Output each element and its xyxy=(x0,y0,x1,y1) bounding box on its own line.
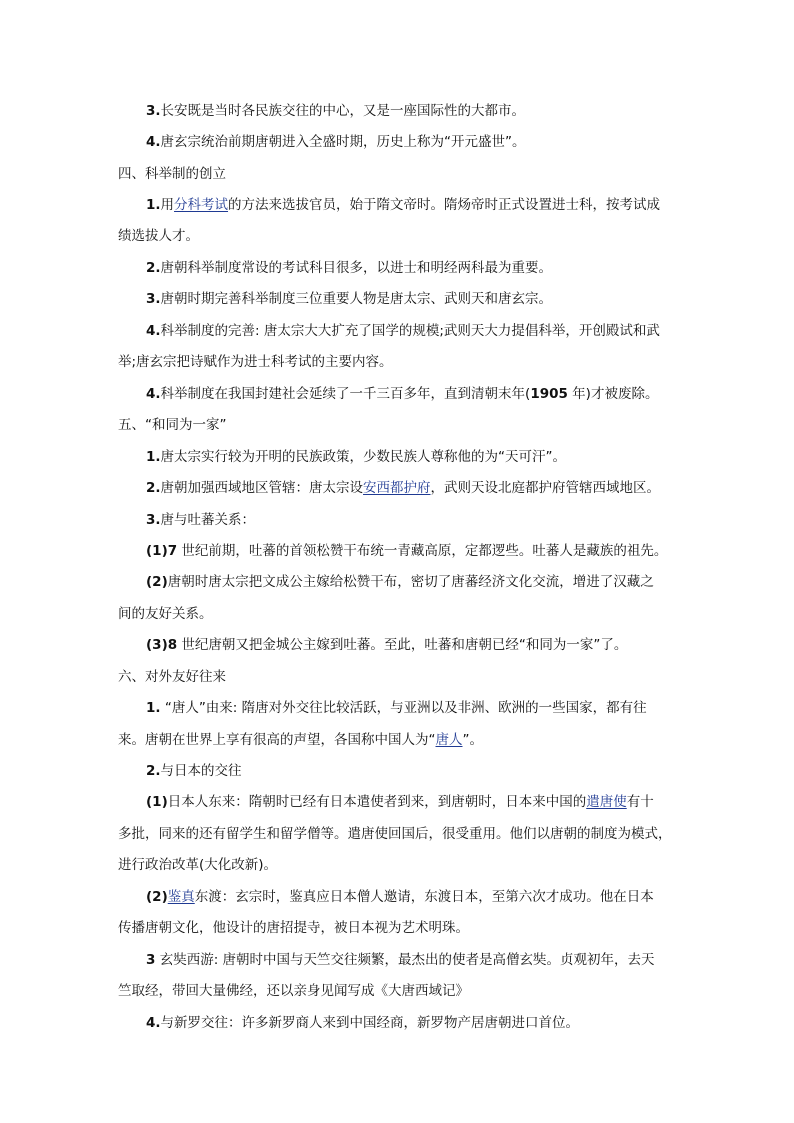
paragraph-line: 多批，同来的还有留学生和留学僧等。遣唐使回国后，很受重用。他们以唐朝的制度为模式， xyxy=(118,826,672,842)
link-fenke-kaoshi[interactable]: 分科考试 xyxy=(174,197,229,213)
paragraph-line: (2)鉴真东渡：玄宗时，鉴真应日本僧人邀请，东渡日本，至第六次才成功。他在日本 xyxy=(146,889,654,905)
paragraph-line: 竺取经，带回大量佛经，还以亲身见闻写成《大唐西域记》 xyxy=(118,983,469,999)
paragraph-line: 2.唐朝加强西域地区管辖：唐太宗设安西都护府，武则天设北庭都护府管辖西域地区。 xyxy=(146,480,661,496)
paragraph-line: (3)8 世纪唐朝又把金城公主嫁到吐蕃。至此，吐蕃和唐朝已经“和同为一家”了。 xyxy=(146,637,628,653)
paragraph-line: 间的友好关系。 xyxy=(118,606,213,622)
section-heading-keju: 四、科举制的创立 xyxy=(118,166,226,182)
paragraph-line: 1.用分科考试的方法来选拔官员，始于隋文帝时。隋炀帝时正式设置进士科，按考试成 xyxy=(146,197,661,213)
link-jianzhen[interactable]: 鉴真 xyxy=(167,889,195,905)
paragraph-line: 4.科举制度在我国封建社会延续了一千三百多年，直到清朝末年(1905 年)才被废除。 xyxy=(146,386,659,402)
link-qiantangshi[interactable]: 遣唐使 xyxy=(586,794,627,810)
section-heading-duiwai: 六、对外友好往来 xyxy=(118,669,226,685)
paragraph-line: 绩选拔人才。 xyxy=(118,228,199,244)
paragraph-line: 来。唐朝在世界上享有很高的声望，各国称中国人为“唐人”。 xyxy=(118,732,483,748)
paragraph-line: 1.唐太宗实行较为开明的民族政策，少数民族人尊称他的为“天可汗”。 xyxy=(146,449,567,465)
link-tangren[interactable]: 唐人 xyxy=(435,732,463,748)
paragraph-line: 举;唐玄宗把诗赋作为进士科考试的主要内容。 xyxy=(118,354,393,370)
paragraph-line: 2.唐朝科举制度常设的考试科目很多，以进士和明经两科最为重要。 xyxy=(146,260,553,276)
link-anxi-duhufu[interactable]: 安西都护府 xyxy=(363,480,431,496)
paragraph-line: 3.长安既是当时各民族交往的中心，又是一座国际性的大都市。 xyxy=(146,103,526,119)
paragraph-line: 1. “唐人”由来: 隋唐对外交往比较活跃，与亚洲以及非洲、欧洲的一些国家，都有往 xyxy=(146,700,647,716)
paragraph-line: 传播唐朝文化，他设计的唐招提寺，被日本视为艺术明珠。 xyxy=(118,920,469,936)
paragraph-line: 进行政治改革(大化改新)。 xyxy=(118,857,278,873)
paragraph-line: 3.唐朝时期完善科举制度三位重要人物是唐太宗、武则天和唐玄宗。 xyxy=(146,291,553,307)
section-heading-hetong: 五、“和同为一家” xyxy=(118,417,227,433)
paragraph-line: 4.科举制度的完善: 唐太宗大大扩充了国学的规模;武则天大力提倡科举，开创殿试和武 xyxy=(146,323,660,339)
paragraph-line: (1)7 世纪前期，吐蕃的首领松赞干布统一青藏高原，定都逻些。吐蕃人是藏族的祖先。 xyxy=(146,543,668,559)
paragraph-line: 4.唐玄宗统治前期唐朝进入全盛时期，历史上称为“开元盛世”。 xyxy=(146,134,526,150)
paragraph-line: 4.与新罗交往：许多新罗商人来到中国经商，新罗物产居唐朝进口首位。 xyxy=(146,1015,580,1031)
paragraph-line: (1)日本人东来：隋朝时已经有日本遣使者到来，到唐朝时，日本来中国的遣唐使有十 xyxy=(146,794,654,810)
paragraph-line: 2.与日本的交往 xyxy=(146,763,242,779)
paragraph-line: 3 玄奘西游: 唐朝时中国与天竺交往频繁，最杰出的使者是高僧玄奘。贞观初年，去天 xyxy=(146,952,655,968)
paragraph-line: (2)唐朝时唐太宗把文成公主嫁给松赞干布，密切了唐蕃经济文化交流，增进了汉藏之 xyxy=(146,574,654,590)
paragraph-line: 3.唐与吐蕃关系： xyxy=(146,512,256,528)
